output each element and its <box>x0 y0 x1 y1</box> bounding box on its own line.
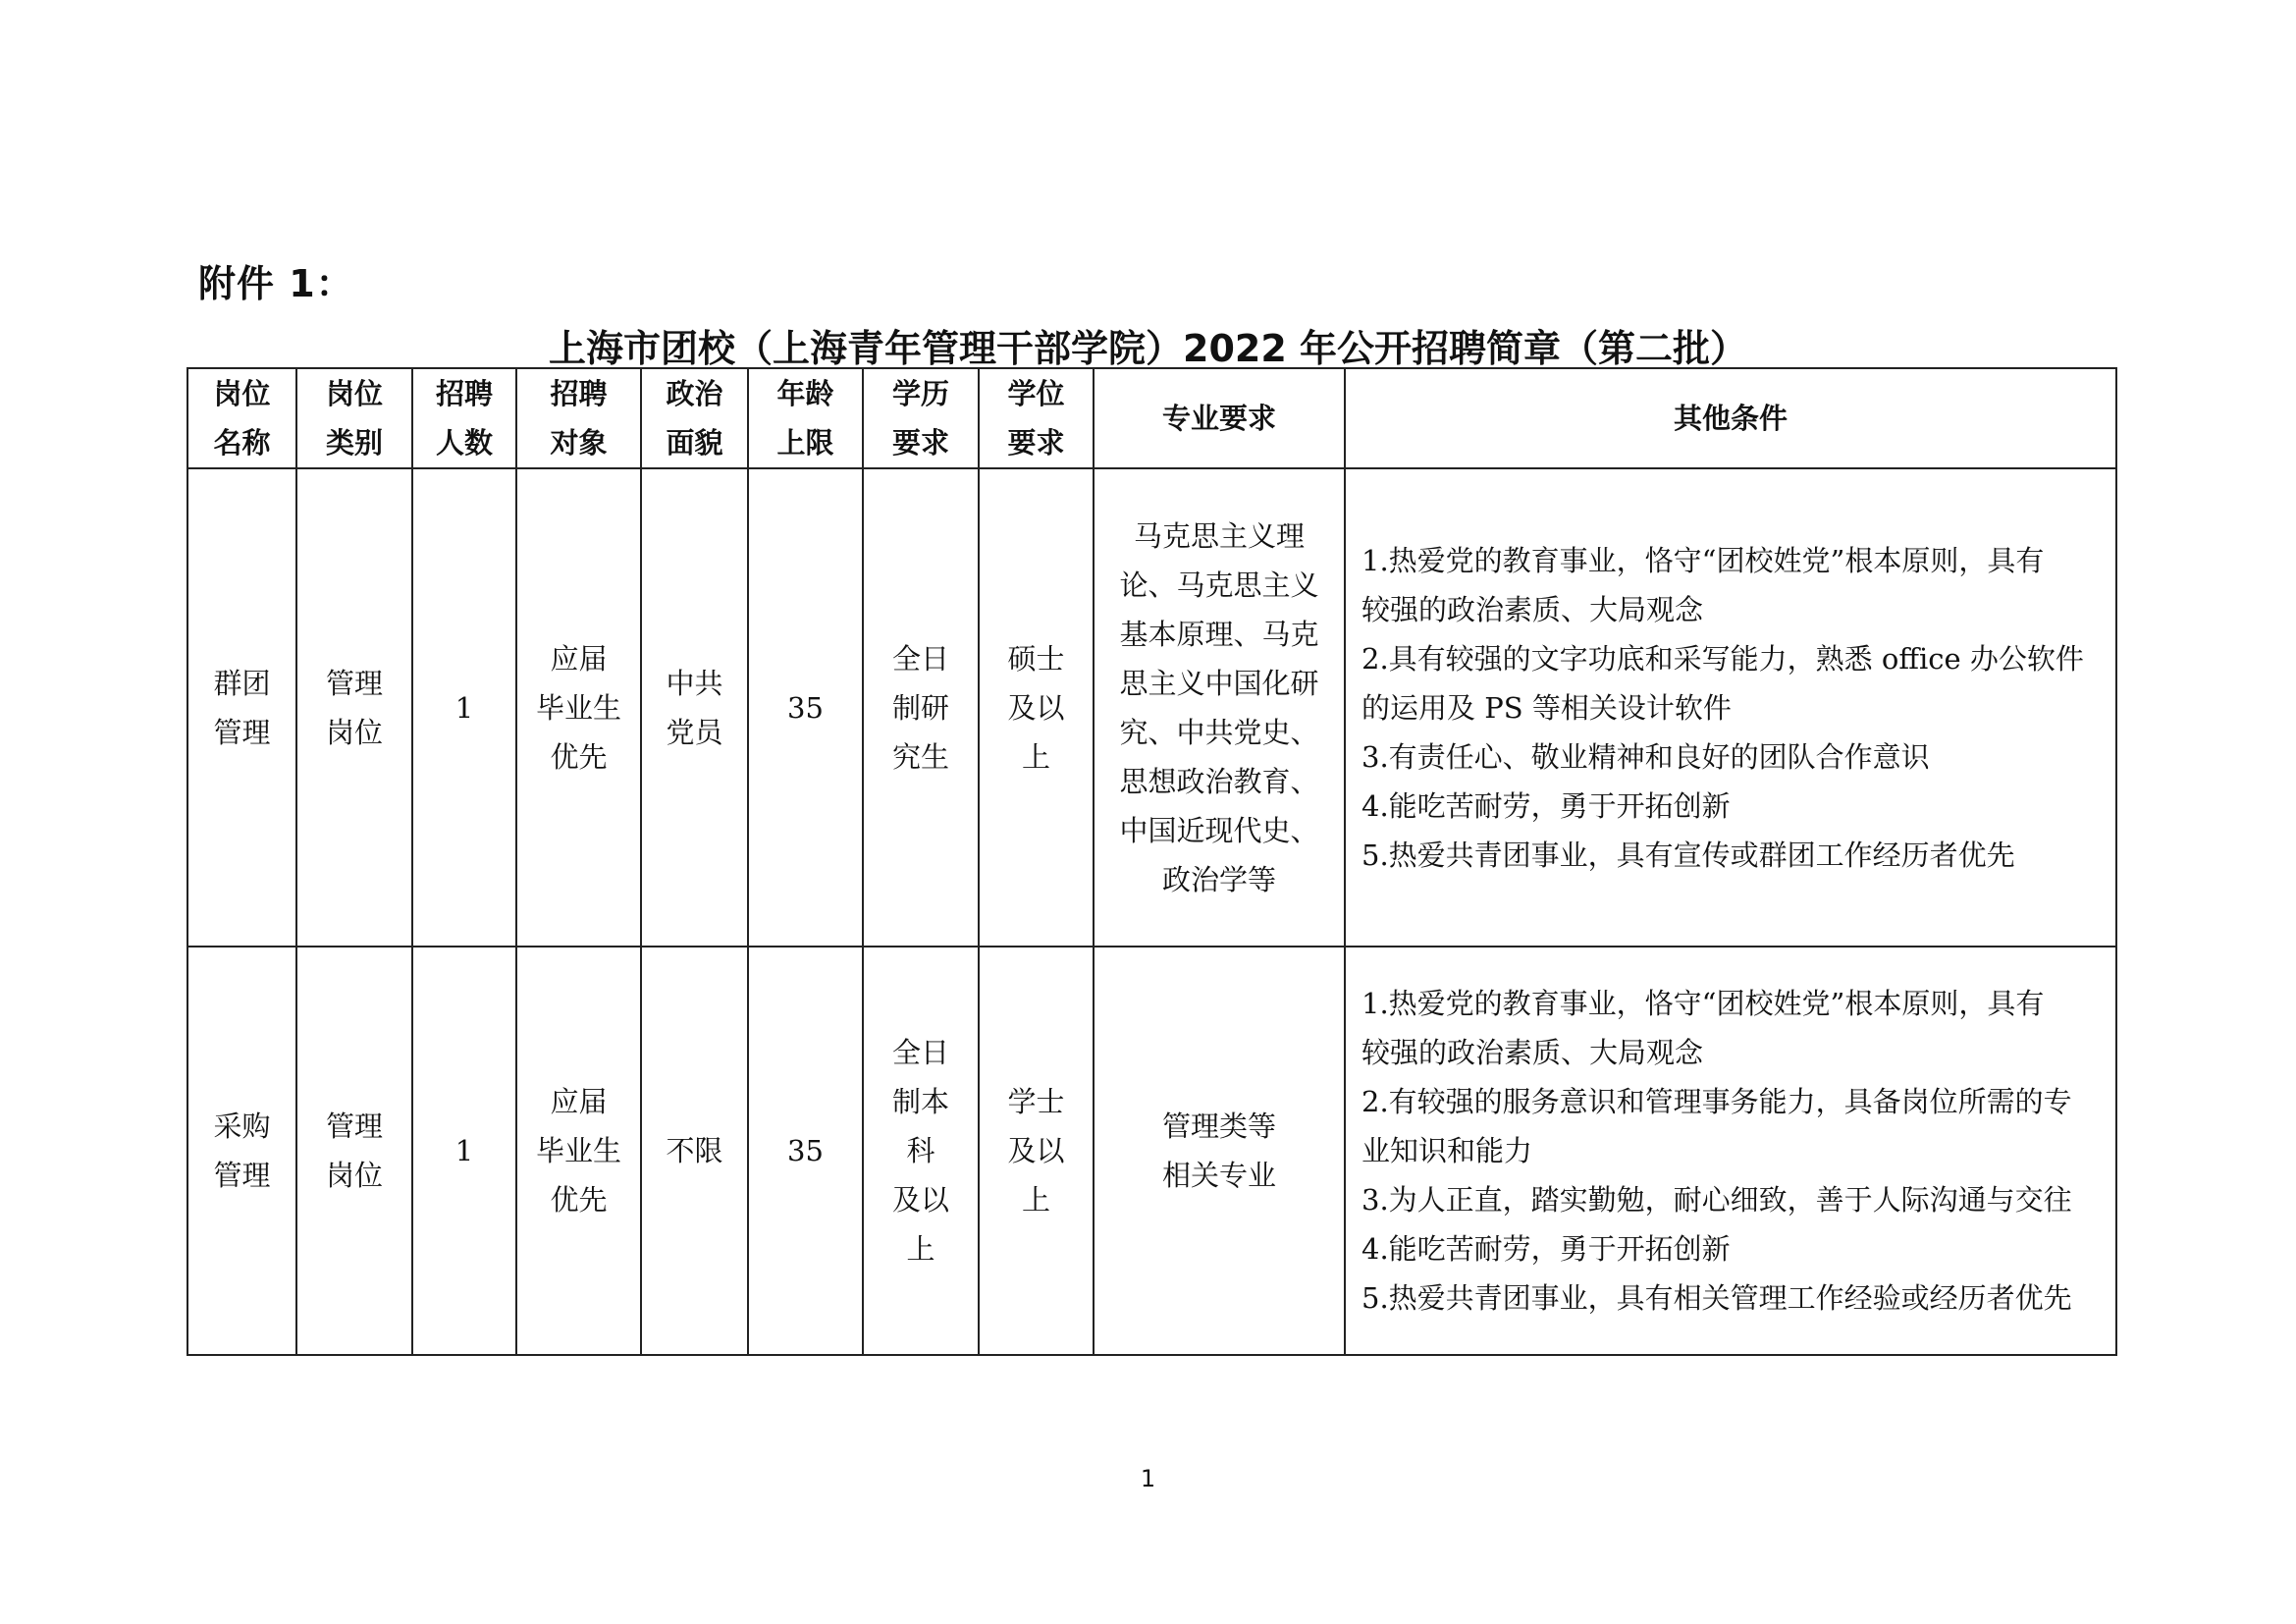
cell-text: 基本原理、马克 <box>1119 617 1319 651</box>
conditions-cell <box>1345 468 2116 947</box>
header-cell <box>748 368 863 468</box>
degree-cell <box>979 947 1094 1355</box>
cell-text: 中国近现代史、 <box>1119 813 1319 847</box>
cell-text: 管理 <box>325 1110 383 1143</box>
degree-cell <box>979 468 1094 947</box>
header-cell <box>1094 368 1345 468</box>
header-cell <box>863 368 979 468</box>
cell-text: 毕业生 <box>535 690 621 725</box>
header-cell <box>641 368 748 468</box>
cell-text: 上 <box>1021 739 1050 774</box>
header-text: 对象 <box>550 426 608 460</box>
post-type-cell <box>296 947 412 1355</box>
condition-line: 1.热爱党的教育事业，恪守“团校姓党”根本原则，具有 <box>1362 987 2045 1020</box>
age-cell: 35 <box>748 947 863 1355</box>
header-cell <box>296 368 412 468</box>
cell-text: 究、中共党史、 <box>1119 715 1319 749</box>
header-row <box>187 368 2116 468</box>
condition-line: 较强的政治素质、大局观念 <box>1362 1036 1704 1069</box>
post-name-cell <box>187 468 296 947</box>
cell-text: 思想政治教育、 <box>1119 764 1319 798</box>
post-type-cell <box>296 468 412 947</box>
header-text: 人数 <box>435 426 493 460</box>
table-row <box>187 947 2116 1355</box>
header-text: 学历 <box>891 377 949 410</box>
cell-text: 及以 <box>1007 1134 1065 1167</box>
cell-text: 全日 <box>891 641 949 676</box>
condition-line: 2.有较强的服务意识和管理事务能力，具备岗位所需的专 <box>1362 1085 2072 1118</box>
header-text: 岗位 <box>213 377 271 410</box>
cell-text: 论、马克思主义 <box>1119 568 1319 602</box>
document-title: 上海市团校（上海青年管理干部学院）2022 年公开招聘简章（第二批） <box>549 327 1747 370</box>
cell-text: 毕业生 <box>535 1134 621 1167</box>
header-cell <box>187 368 296 468</box>
target-cell <box>516 947 641 1355</box>
political-cell <box>641 468 748 947</box>
header-cell <box>516 368 641 468</box>
major-cell <box>1094 468 1345 947</box>
cell-text: 岗位 <box>325 1159 383 1192</box>
condition-line: 业知识和能力 <box>1362 1134 1533 1167</box>
cell-text: 党员 <box>666 715 723 749</box>
header-text: 招聘 <box>550 377 608 410</box>
condition-line: 3.为人正直，踏实勤勉，耐心细致，善于人际沟通与交往 <box>1362 1183 2072 1217</box>
cell-text: 岗位 <box>325 715 383 749</box>
condition-line: 的运用及 PS 等相关设计软件 <box>1362 690 1732 725</box>
cell-text: 应届 <box>550 641 608 676</box>
cell-text: 上 <box>1021 1183 1050 1217</box>
major-cell <box>1094 947 1345 1355</box>
attachment-label: 附件 1： <box>198 262 354 305</box>
cell-text: 上 <box>906 1232 935 1266</box>
header-text: 政治 <box>666 377 723 410</box>
header-text: 名称 <box>213 426 271 460</box>
cell-text: 及以 <box>891 1183 949 1217</box>
cell-text: 管理类等 <box>1161 1110 1276 1143</box>
age-cell: 35 <box>748 468 863 947</box>
table-row <box>187 468 2116 947</box>
cell-text: 究生 <box>891 739 949 774</box>
header-text: 上限 <box>776 426 834 460</box>
cell-text: 管理 <box>325 666 383 700</box>
recruitment-table <box>187 367 2117 1356</box>
condition-line: 1.热爱党的教育事业，恪守“团校姓党”根本原则，具有 <box>1362 543 2045 577</box>
header-text: 要求 <box>1007 426 1065 460</box>
header-text: 要求 <box>891 426 949 460</box>
condition-line: 4.能吃苦耐劳，勇于开拓创新 <box>1362 788 1731 823</box>
condition-line: 5.热爱共青团事业，具有相关管理工作经验或经历者优先 <box>1362 1281 2072 1315</box>
header-text: 招聘 <box>435 377 493 410</box>
cell-text: 制研 <box>891 690 949 725</box>
condition-line: 较强的政治素质、大局观念 <box>1362 592 1704 626</box>
header-text: 专业要求 <box>1161 402 1276 435</box>
condition-line: 3.有责任心、敬业精神和良好的团队合作意识 <box>1362 739 1930 774</box>
cell-text: 应届 <box>550 1085 608 1118</box>
cell-text: 优先 <box>550 739 608 774</box>
cell-text: 不限 <box>666 1134 723 1167</box>
political-cell <box>641 947 748 1355</box>
cell-text: 马克思主义理 <box>1133 518 1305 553</box>
header-text: 类别 <box>325 426 383 460</box>
header-text: 年龄 <box>776 377 834 410</box>
header-text: 其他条件 <box>1673 402 1788 435</box>
cell-text: 优先 <box>550 1183 608 1217</box>
conditions-cell <box>1345 947 2116 1355</box>
cell-text: 相关专业 <box>1161 1159 1276 1192</box>
cell-text: 制本 <box>891 1085 949 1118</box>
target-cell <box>516 468 641 947</box>
cell-text: 思主义中国化研 <box>1119 666 1319 700</box>
cell-text: 中共 <box>666 666 723 700</box>
education-cell <box>863 468 979 947</box>
cell-text: 政治学等 <box>1161 862 1276 896</box>
condition-line: 5.热爱共青团事业，具有宣传或群团工作经历者优先 <box>1362 838 2015 872</box>
header-cell <box>1345 368 2116 468</box>
header-text: 面貌 <box>666 426 723 460</box>
cell-text: 科 <box>906 1134 935 1167</box>
condition-line: 4.能吃苦耐劳，勇于开拓创新 <box>1362 1232 1731 1266</box>
cell-text: 管理 <box>213 715 271 749</box>
condition-line: 2.具有较强的文字功底和采写能力，熟悉 office 办公软件 <box>1362 641 2084 676</box>
header-text: 学位 <box>1007 377 1065 410</box>
cell-text: 硕士 <box>1007 641 1065 676</box>
post-name-cell <box>187 947 296 1355</box>
cell-text: 学士 <box>1007 1085 1065 1118</box>
cell-text: 群团 <box>213 666 271 700</box>
cell-text: 全日 <box>891 1036 949 1069</box>
education-cell <box>863 947 979 1355</box>
header-text: 岗位 <box>325 377 383 410</box>
cell-text: 采购 <box>213 1110 271 1143</box>
count-cell: 1 <box>412 947 516 1355</box>
header-cell <box>979 368 1094 468</box>
cell-text: 及以 <box>1007 690 1065 725</box>
header-cell <box>412 368 516 468</box>
count-cell: 1 <box>412 468 516 947</box>
cell-text: 管理 <box>213 1159 271 1192</box>
page-number: 1 <box>1140 1465 1156 1492</box>
